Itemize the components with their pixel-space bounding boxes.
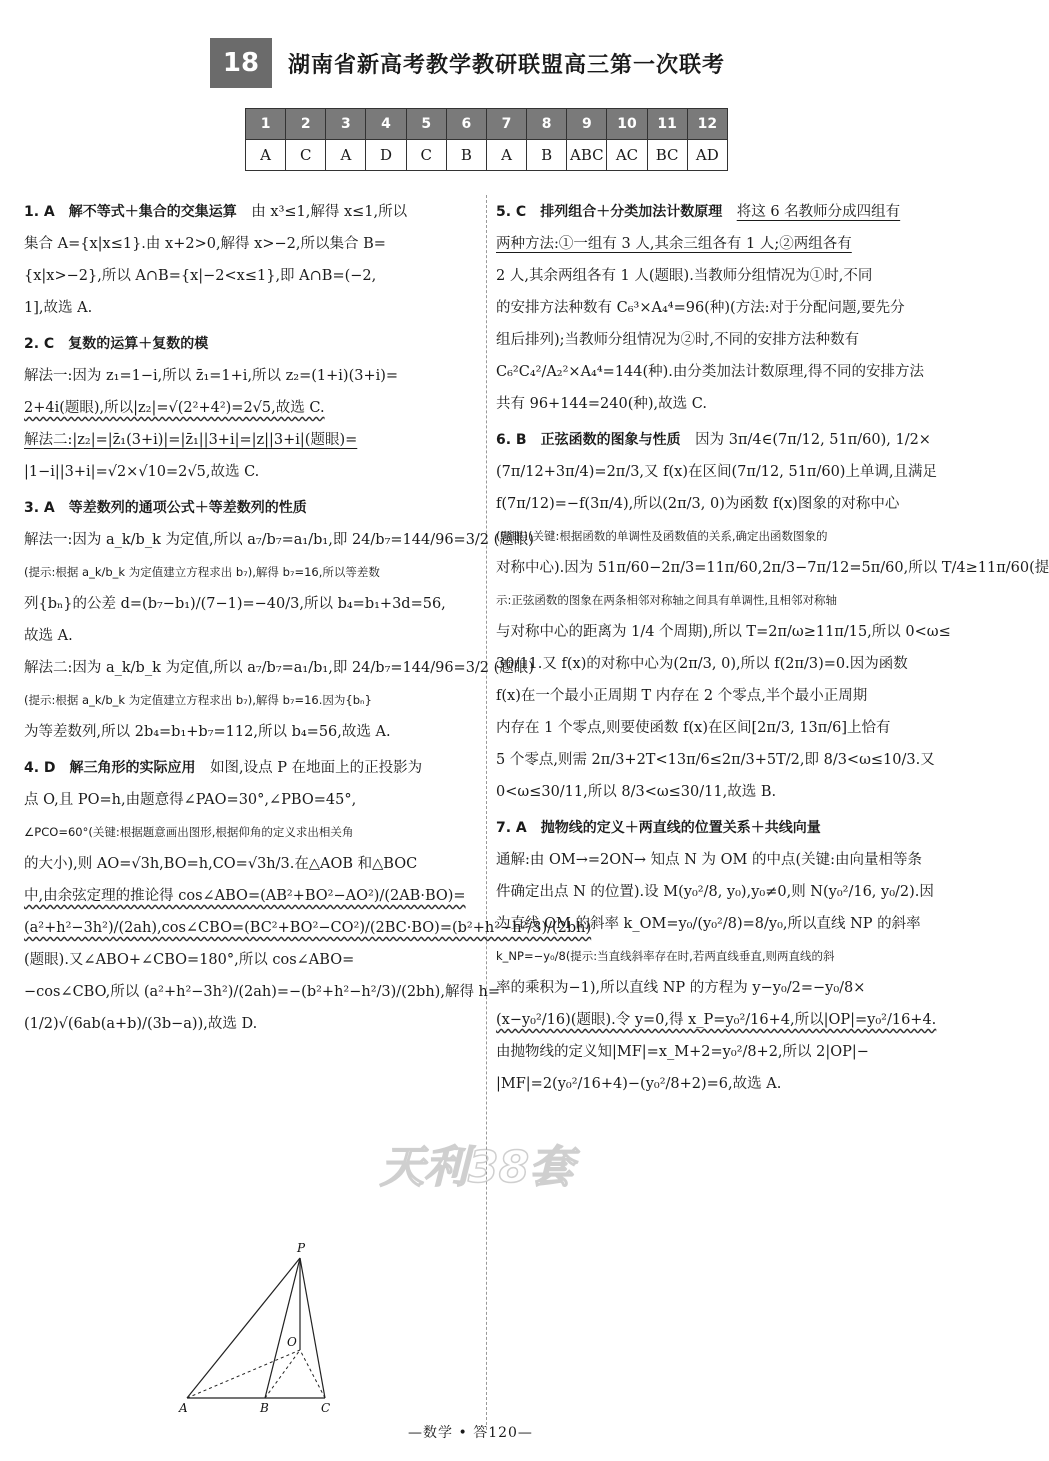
solution-text: 由抛物线的定义知|MF|=x_M+2=y₀²/8+2,所以 2|OP|− <box>496 1044 869 1060</box>
question-number-cell: 12 <box>687 109 727 140</box>
question-heading: 7. A 抛物线的定义＋两直线的位置关系＋共线向量 <box>496 820 821 836</box>
solution-text: ∠PCO=60°(关键:根据题意画出图形,根据仰角的定义求出相关角 <box>24 825 354 839</box>
solution-text: 0<ω≤30/11,所以 8/3<ω≤30/11,故选 B. <box>496 784 777 800</box>
label-C: C <box>321 1401 331 1415</box>
answer-cell: BC <box>647 140 687 171</box>
solution-text: 1],故选 A. <box>24 300 93 316</box>
label-B: B <box>260 1401 269 1415</box>
solution-text: 与对称中心的距离为 1/4 个周期),所以 T=2π/ω≥11π/15,所以 0<ω≤ <box>496 624 951 640</box>
answer-cell: C <box>286 140 326 171</box>
solution-text: {x|x>−2},所以 A∩B={x|−2<x≤1},即 A∩B=(−2, <box>24 268 377 284</box>
solution-text: 解法二:因为 a_k/b_k 为定值,所以 a₇/b₇=a₁/b₁,即 24/b₇=144/96=3/2 (题眼) <box>24 660 534 676</box>
question-number-cell: 3 <box>326 109 366 140</box>
solution-text: 组后排列);当教师分组情况为②时,不同的安排方法种数有 <box>496 332 860 348</box>
solution-text: f(x)在一个最小正周期 T 内存在 2 个零点,半个最小正周期 <box>496 688 868 704</box>
solution-text: −cos∠CBO,所以 (a²+h²−3h²)/(2ah)=−(b²+h²−h²/3)/(2bh),解得 h= <box>24 984 501 1000</box>
question-1-solution <box>24 196 476 324</box>
publisher-watermark-logo <box>370 1112 620 1222</box>
answer-table-header-row <box>246 109 728 140</box>
triangle-geometry-figure <box>175 1240 345 1415</box>
answer-cell: A <box>246 140 286 171</box>
solution-text: 通解:由 OM→=2ON→ 知点 N 为 OM 的中点(关键:由向量相等条 <box>496 852 922 868</box>
solution-text: 解法一:因为 a_k/b_k 为定值,所以 a₇/b₇=a₁/b₁,即 24/b₇=144/96=3/2 (题眼) <box>24 532 534 548</box>
answer-cell: D <box>366 140 406 171</box>
solution-text: |MF|=2(y₀²/16+4)−(y₀²/8+2)=6,故选 A. <box>496 1076 782 1092</box>
solution-text: 中,由余弦定理的推论得 cos∠ABO=(AB²+BO²−AO²)/(2AB·BO)= <box>24 888 466 904</box>
solution-text: 30/11.又 f(x)的对称中心为(2π/3, 0),所以 f(2π/3)=0.因为函数 <box>496 656 908 672</box>
solution-text: 将这 6 名教师分成四组有 <box>736 204 901 220</box>
solution-text: (题眼)(关键:根据函数的单调性及函数值的关系,确定出函数图象的 <box>496 529 828 543</box>
question-number-cell: 8 <box>527 109 567 140</box>
solution-text: 解法二:|z₂|=|z̄₁(3+i)|=|z̄₁||3+i|=|z||3+i|(题眼)= <box>24 432 358 448</box>
question-number-cell: 7 <box>486 109 526 140</box>
answer-cell: AC <box>607 140 647 171</box>
question-number-cell: 11 <box>647 109 687 140</box>
solution-text: 解法一:因为 z₁=1−i,所以 z̄₁=1+i,所以 z₂=(1+i)(3+i)= <box>24 368 399 384</box>
solution-text: 点 O,且 PO=h,由题意得∠PAO=30°,∠PBO=45°, <box>24 792 357 808</box>
question-7-solution <box>496 812 941 1100</box>
solution-text: (提示:根据 a_k/b_k 为定值建立方程求出 b₇),解得 b₇=16.因为{bₙ} <box>24 693 372 707</box>
solution-text: 列{bₙ}的公差 d=(b₇−b₁)/(7−1)=−40/3,所以 b₄=b₁+3d=56, <box>24 596 446 612</box>
answer-cell: B <box>446 140 486 171</box>
solution-text: (题眼).又∠ABO+∠CBO=180°,所以 cos∠ABO= <box>24 952 355 968</box>
solution-text: 故选 A. <box>24 628 73 644</box>
page-footer: —数学 • 答120— <box>408 1425 533 1441</box>
answer-cell: A <box>486 140 526 171</box>
solution-text: 2 人,其余两组各有 1 人(题眼).当教师分组情况为①时,不同 <box>496 268 873 284</box>
question-heading: 5. C 排列组合＋分类加法计数原理 <box>496 204 723 220</box>
solution-text: 率的乘积为−1),所以直线 NP 的方程为 y−y₀/2=−y₀/8× <box>496 980 866 996</box>
solution-text: 内存在 1 个零点,则要使函数 f(x)在区间[2π/3, 13π/6]上恰有 <box>496 720 891 736</box>
solution-text: 的安排方法种数有 C₆³×A₄⁴=96(种)(方法:对于分配问题,要先分 <box>496 300 905 316</box>
question-number-cell: 1 <box>246 109 286 140</box>
solution-text: (a²+h²−3h²)/(2ah),cos∠CBO=(BC²+BO²−CO²)/(2BC·BO)=(b²+h²−h²/3)/(2bh) <box>24 920 592 936</box>
solution-text: 2+4i(题眼),所以|z₂|=√(2²+4²)=2√5,故选 C. <box>24 400 325 416</box>
edge-PC <box>300 1258 325 1398</box>
answer-table-answer-row <box>246 140 728 171</box>
question-heading: 2. C 复数的运算＋复数的模 <box>24 336 209 352</box>
solution-text: 因为 3π/4∈(7π/12, 51π/60), 1/2× <box>695 432 931 448</box>
solution-text: 如图,设点 P 在地面上的正投影为 <box>210 760 423 776</box>
label-P: P <box>297 1241 306 1255</box>
right-column <box>496 196 1049 1104</box>
page-title: 湖南省新高考教学教研联盟高三第一次联考 <box>288 52 726 78</box>
question-number-cell: 10 <box>607 109 647 140</box>
question-2-solution <box>24 328 476 488</box>
solution-text: 集合 A={x|x≤1}.由 x+2>0,解得 x>−2,所以集合 B= <box>24 236 386 252</box>
label-A: A <box>179 1401 188 1415</box>
question-6-solution <box>496 424 1049 808</box>
solution-text: (x−y₀²/16)(题眼).令 y=0,得 x_P=y₀²/16+4,所以|OP|=y₀²/16+4. <box>496 1012 937 1028</box>
solution-text: k_NP=−y₀/8(提示:当直线斜率存在时,若两直线垂直,则两直线的斜 <box>496 949 835 963</box>
solution-text: (1/2)√(6ab(a+b)/(3b−a)),故选 D. <box>24 1016 258 1032</box>
label-O: O <box>287 1335 297 1349</box>
solution-text: (7π/12+3π/4)=2π/3,又 f(x)在区间(7π/12, 51π/60)上单调,且满足 <box>496 464 938 480</box>
solution-text: (提示:根据 a_k/b_k 为定值建立方程求出 b₇),解得 b₇=16,所以等差数 <box>24 565 380 579</box>
question-4-solution <box>24 752 592 1040</box>
answer-cell: ABC <box>567 140 607 171</box>
solution-text: |1−i||3+i|=√2×√10=2√5,故选 C. <box>24 464 260 480</box>
solution-text: 共有 96+144=240(种),故选 C. <box>496 396 707 412</box>
question-number-cell: 9 <box>567 109 607 140</box>
answer-cell: AD <box>687 140 727 171</box>
question-number-cell: 2 <box>286 109 326 140</box>
question-number-cell: 4 <box>366 109 406 140</box>
solution-text: 5 个零点,则需 2π/3+2T<13π/6≤2π/3+5T/2,即 8/3<ω≤10/3.又 <box>496 752 935 768</box>
solution-text: f(7π/12)=−f(3π/4),所以(2π/3, 0)为函数 f(x)图象的对称中心 <box>496 496 900 512</box>
solution-text: 件确定出点 N 的位置).设 M(y₀²/8, y₀),y₀≠0,则 N(y₀²/16, y₀/2).因 <box>496 884 934 900</box>
solution-text: 示:正弦函数的图象在两条相邻对称轴之间具有单调性,且相邻对称轴 <box>496 593 838 607</box>
question-number-cell: 6 <box>446 109 486 140</box>
question-heading: 1. A 解不等式＋集合的交集运算 <box>24 204 237 220</box>
answer-key-table <box>245 108 728 171</box>
question-heading: 3. A 等差数列的通项公式＋等差数列的性质 <box>24 500 307 516</box>
set-number-badge: 18 <box>210 38 272 88</box>
question-number-cell: 5 <box>406 109 446 140</box>
answer-cell: C <box>406 140 446 171</box>
answer-cell: A <box>326 140 366 171</box>
solution-text: 由 x³≤1,解得 x≤1,所以 <box>251 204 408 220</box>
question-heading: 6. B 正弦函数的图象与性质 <box>496 432 681 448</box>
question-heading: 4. D 解三角形的实际应用 <box>24 760 196 776</box>
solution-text: 为直线 OM 的斜率 k_OM=y₀/(y₀²/8)=8/y₀,所以直线 NP 的斜率 <box>496 916 921 932</box>
watermark-text: 天利38套 <box>380 1142 574 1193</box>
solution-text: C₆²C₄²/A₂²×A₄⁴=144(种).由分类加法计数原理,得不同的安排方法 <box>496 364 925 380</box>
column-divider <box>486 195 487 1430</box>
solution-text: 的大小),则 AO=√3h,BO=h,CO=√3h/3.在△AOB 和△BOC <box>24 856 418 872</box>
answer-cell: B <box>527 140 567 171</box>
solution-text: 为等差数列,所以 2b₄=b₁+b₇=112,所以 b₄=56,故选 A. <box>24 724 391 740</box>
solution-text: 对称中心).因为 51π/60−2π/3=11π/60,2π/3−7π/12=5π/60,所以 T/4≥11π/60(提 <box>496 560 1049 576</box>
question-5-solution <box>496 196 941 420</box>
solution-text: 两种方法:①一组有 3 人,其余三组各有 1 人;②两组各有 <box>496 236 852 252</box>
question-3-solution <box>24 492 534 748</box>
page-header <box>210 38 725 88</box>
